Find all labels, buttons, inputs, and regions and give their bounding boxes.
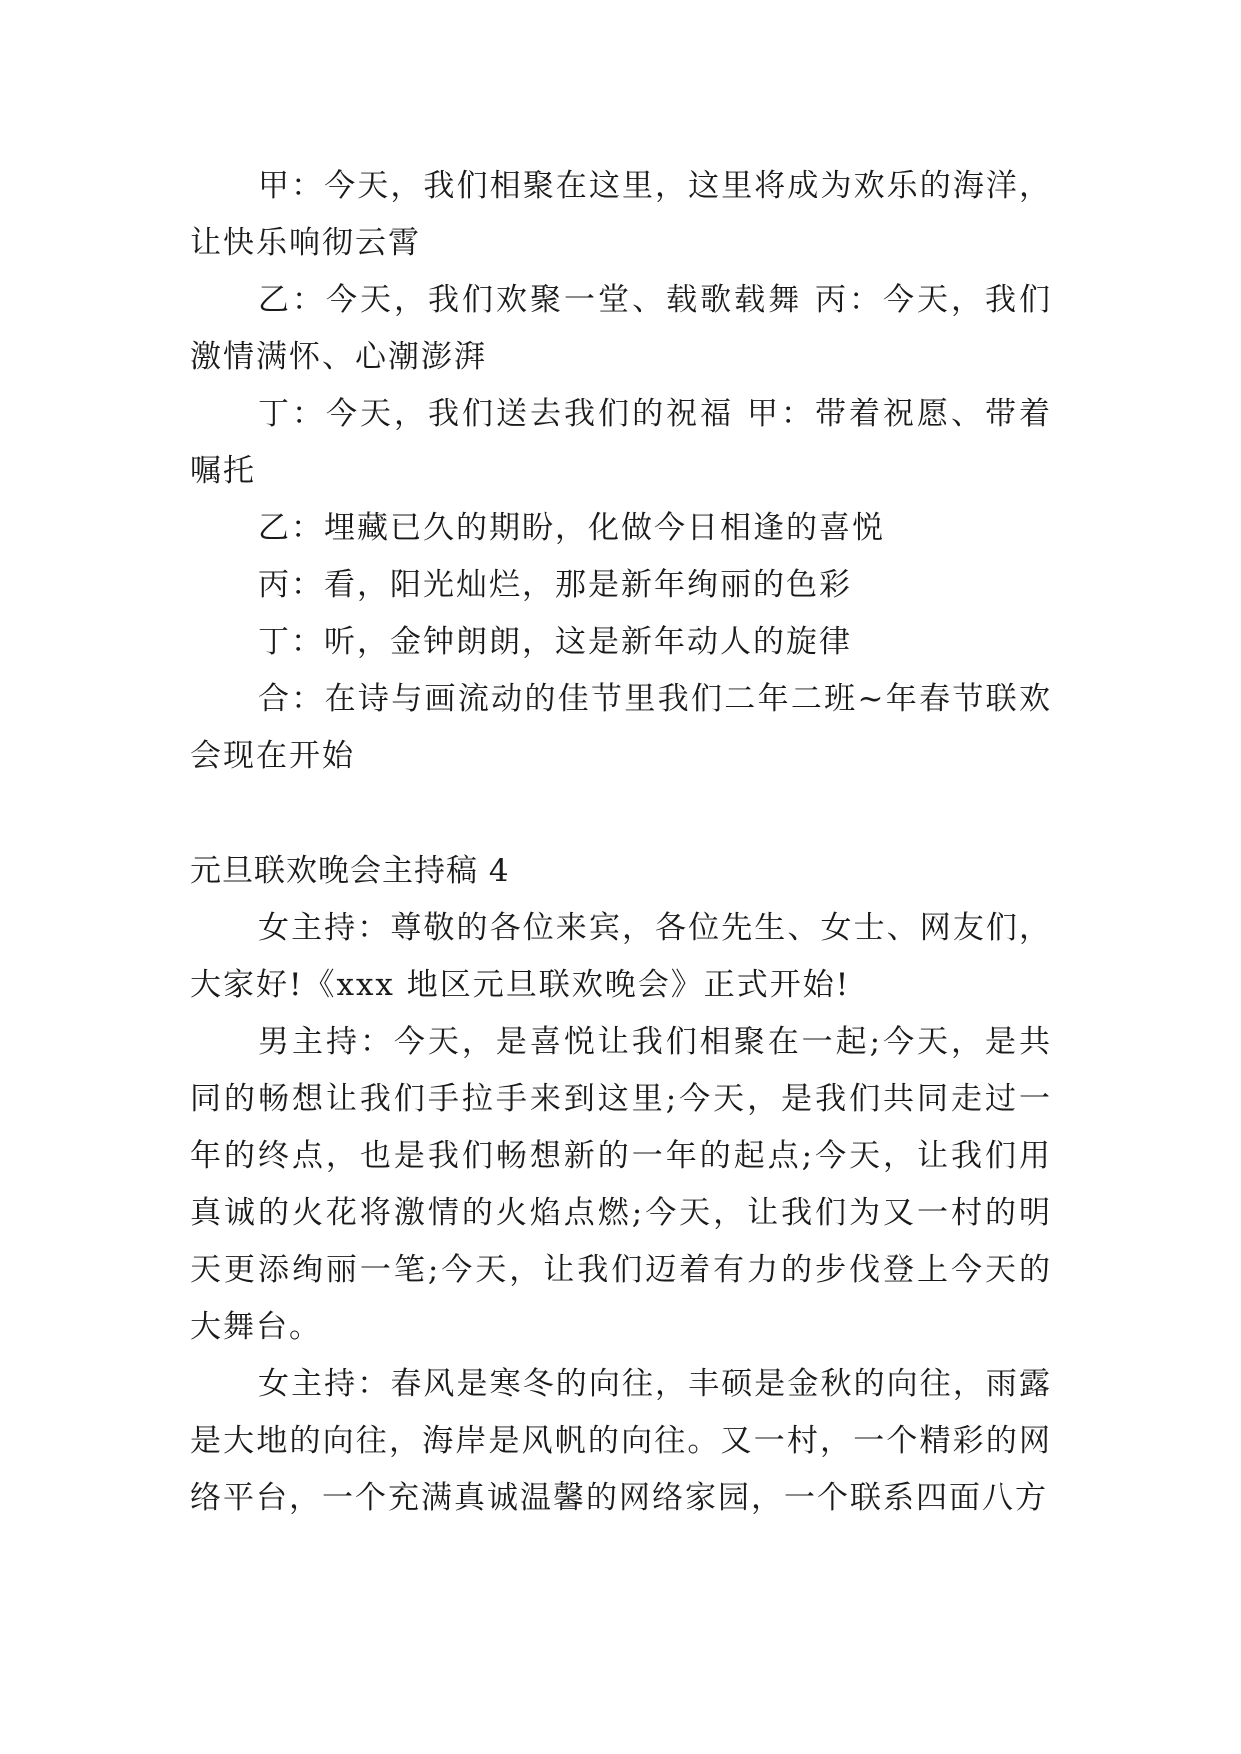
host-line-male-1: 男主持：今天，是喜悦让我们相聚在一起;今天，是共同的畅想让我们手拉手来到这里;今天，是我们共同走过一年的终点，也是我们畅想新的一年的起点;今天，让我们用真诚的火花将激情的火焰点燃;今天，让我们为又一村的明天更添绚丽一笔;今天，让我们迈着有力的步伐登上今天的大舞台。	[190, 1024, 1052, 1345]
script-line-jia-1: 甲：今天，我们相聚在这里，这里将成为欢乐的海洋，让快乐响彻云霄	[190, 168, 1052, 261]
host-line-female-1: 女主持：尊敬的各位来宾，各位先生、女士、网友们，大家好!《xxx 地区元旦联欢晚会》正式开始!	[190, 910, 1052, 1003]
section-title: 元旦联欢晚会主持稿 4	[190, 853, 510, 889]
script-line-ding-2: 丁：听，金钟朗朗，这是新年动人的旋律	[258, 624, 852, 660]
host-line-female-2: 女主持：春风是寒冬的向往，丰硕是金秋的向往，雨露是大地的向往，海岸是风帆的向往。又一村，一个精彩的网络平台，一个充满真诚温馨的网络家园，一个联系四面八方	[190, 1366, 1052, 1516]
script-line-yi-2: 乙：埋藏已久的期盼，化做今日相逢的喜悦	[258, 510, 885, 546]
script-line-bing-2: 丙：看，阳光灿烂，那是新年绚丽的色彩	[258, 567, 852, 603]
document-body	[190, 158, 1052, 1527]
script-line-he: 合：在诗与画流动的佳节里我们二年二班~年春节联欢会现在开始	[190, 681, 1052, 774]
script-line-yi-bing-1: 乙：今天，我们欢聚一堂、载歌载舞 丙：今天，我们激情满怀、心潮澎湃	[190, 282, 1052, 375]
script-line-ding-jia-1: 丁：今天，我们送去我们的祝福 甲：带着祝愿、带着嘱托	[190, 396, 1052, 489]
